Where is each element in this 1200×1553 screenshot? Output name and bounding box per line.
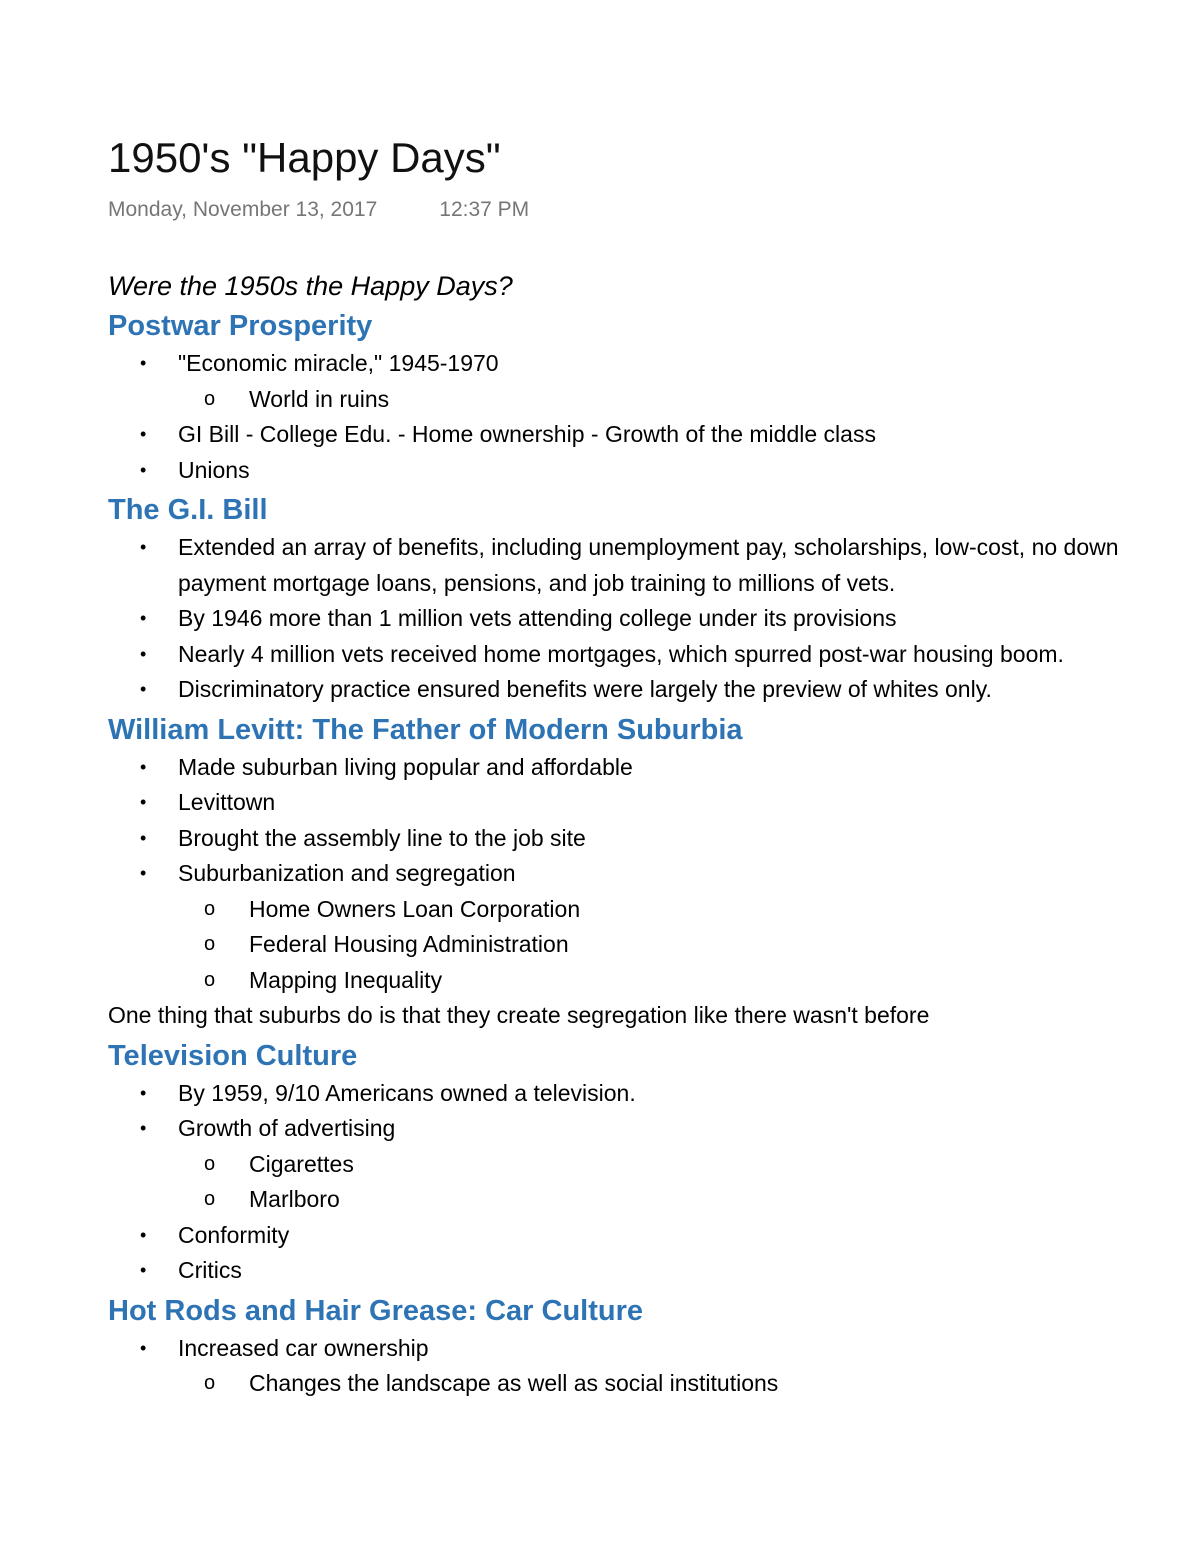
list-item: • Increased car ownership	[108, 1331, 1200, 1367]
page-title: 1950's "Happy Days"	[108, 134, 501, 181]
list-item: • Suburbanization and segregation	[108, 856, 1200, 892]
list-item: • Conformity	[108, 1218, 1200, 1254]
hollow-bullet-icon: o	[204, 1372, 216, 1394]
car-culture-list	[108, 1331, 1200, 1402]
sub-list-item: o Federal Housing Administration	[108, 927, 1200, 963]
section-heading-car-culture: Hot Rods and Hair Grease: Car Culture	[108, 1294, 643, 1327]
postwar-list	[108, 346, 1200, 488]
bullet-icon: •	[140, 537, 147, 557]
list-item: • Nearly 4 million vets received home mortgages, which spurred post-war housing boom.	[108, 637, 1200, 673]
main-question: Were the 1950s the Happy Days?	[108, 271, 513, 301]
section-heading-postwar: Postwar Prosperity	[108, 310, 373, 342]
bullet-icon: •	[140, 1224, 147, 1245]
bullet-icon: •	[140, 1260, 147, 1280]
list-item: • Discriminatory practice ensured benefits were largely the preview of whites only.	[108, 672, 1200, 708]
sub-list-item: o Changes the landscape as well as social institutions	[108, 1366, 1200, 1402]
sub-list-item: o Cigarettes	[108, 1147, 1200, 1183]
list-item: • GI Bill - College Edu. - Home ownership - Growth of the middle class	[108, 417, 1200, 453]
list-item: • Brought the assembly line to the job site	[108, 821, 1200, 857]
sub-list-item: o Marlboro	[108, 1182, 1200, 1218]
list-item: • Made suburban living popular and affordable	[108, 750, 1200, 786]
list-item: • Unions	[108, 453, 1200, 489]
note-page	[108, 130, 1200, 1402]
bullet-icon: •	[140, 459, 147, 480]
sub-list-item: o Home Owners Loan Corporation	[108, 892, 1200, 928]
list-item: • Critics	[108, 1253, 1200, 1289]
note-metadata	[108, 198, 1200, 228]
section-heading-gi-bill: The G.I. Bill	[108, 494, 268, 526]
levitt-list	[108, 750, 1200, 999]
bullet-icon: •	[140, 679, 147, 699]
hollow-bullet-icon: o	[204, 968, 216, 991]
sub-list-item: o World in ruins	[108, 382, 1200, 418]
bullet-icon: •	[140, 353, 147, 373]
gi-bill-list	[108, 530, 1200, 708]
note-date: Monday, November 13, 2017	[108, 198, 378, 221]
list-item: • By 1959, 9/10 Americans owned a television.	[108, 1076, 1200, 1112]
bullet-icon: •	[140, 1082, 147, 1103]
list-item: • Levittown	[108, 785, 1200, 821]
bullet-icon: •	[140, 863, 147, 883]
list-item: • "Economic miracle," 1945-1970	[108, 346, 1200, 382]
bullet-icon: •	[140, 608, 147, 628]
television-list	[108, 1076, 1200, 1289]
list-item: • Extended an array of benefits, including unemployment pay, scholarships, low-cost, no down payment mortgage loans, pensions, and job training to millions of vets.	[108, 530, 1200, 601]
note-time: 12:37 PM	[439, 198, 530, 221]
hollow-bullet-icon: o	[204, 897, 216, 920]
section-heading-television: Television Culture	[108, 1039, 358, 1072]
section-heading-levitt: William Levitt: The Father of Modern Suburbia	[108, 713, 743, 746]
bullet-icon: •	[140, 1118, 147, 1138]
bullet-icon: •	[140, 792, 147, 812]
bullet-icon: •	[140, 756, 147, 777]
paragraph-suburbs: One thing that suburbs do is that they create segregation like there wasn't before	[108, 1002, 930, 1028]
bullet-icon: •	[140, 424, 147, 444]
hollow-bullet-icon: o	[204, 1188, 216, 1210]
list-item: • By 1946 more than 1 million vets attending college under its provisions	[108, 601, 1200, 637]
bullet-icon: •	[140, 1337, 147, 1358]
bullet-icon: •	[140, 827, 147, 848]
hollow-bullet-icon: o	[204, 1152, 216, 1175]
list-item: • Growth of advertising	[108, 1111, 1200, 1147]
hollow-bullet-icon: o	[204, 933, 216, 955]
sub-list-item: o Mapping Inequality	[108, 963, 1200, 999]
hollow-bullet-icon: o	[204, 387, 216, 410]
bullet-icon: •	[140, 643, 147, 664]
